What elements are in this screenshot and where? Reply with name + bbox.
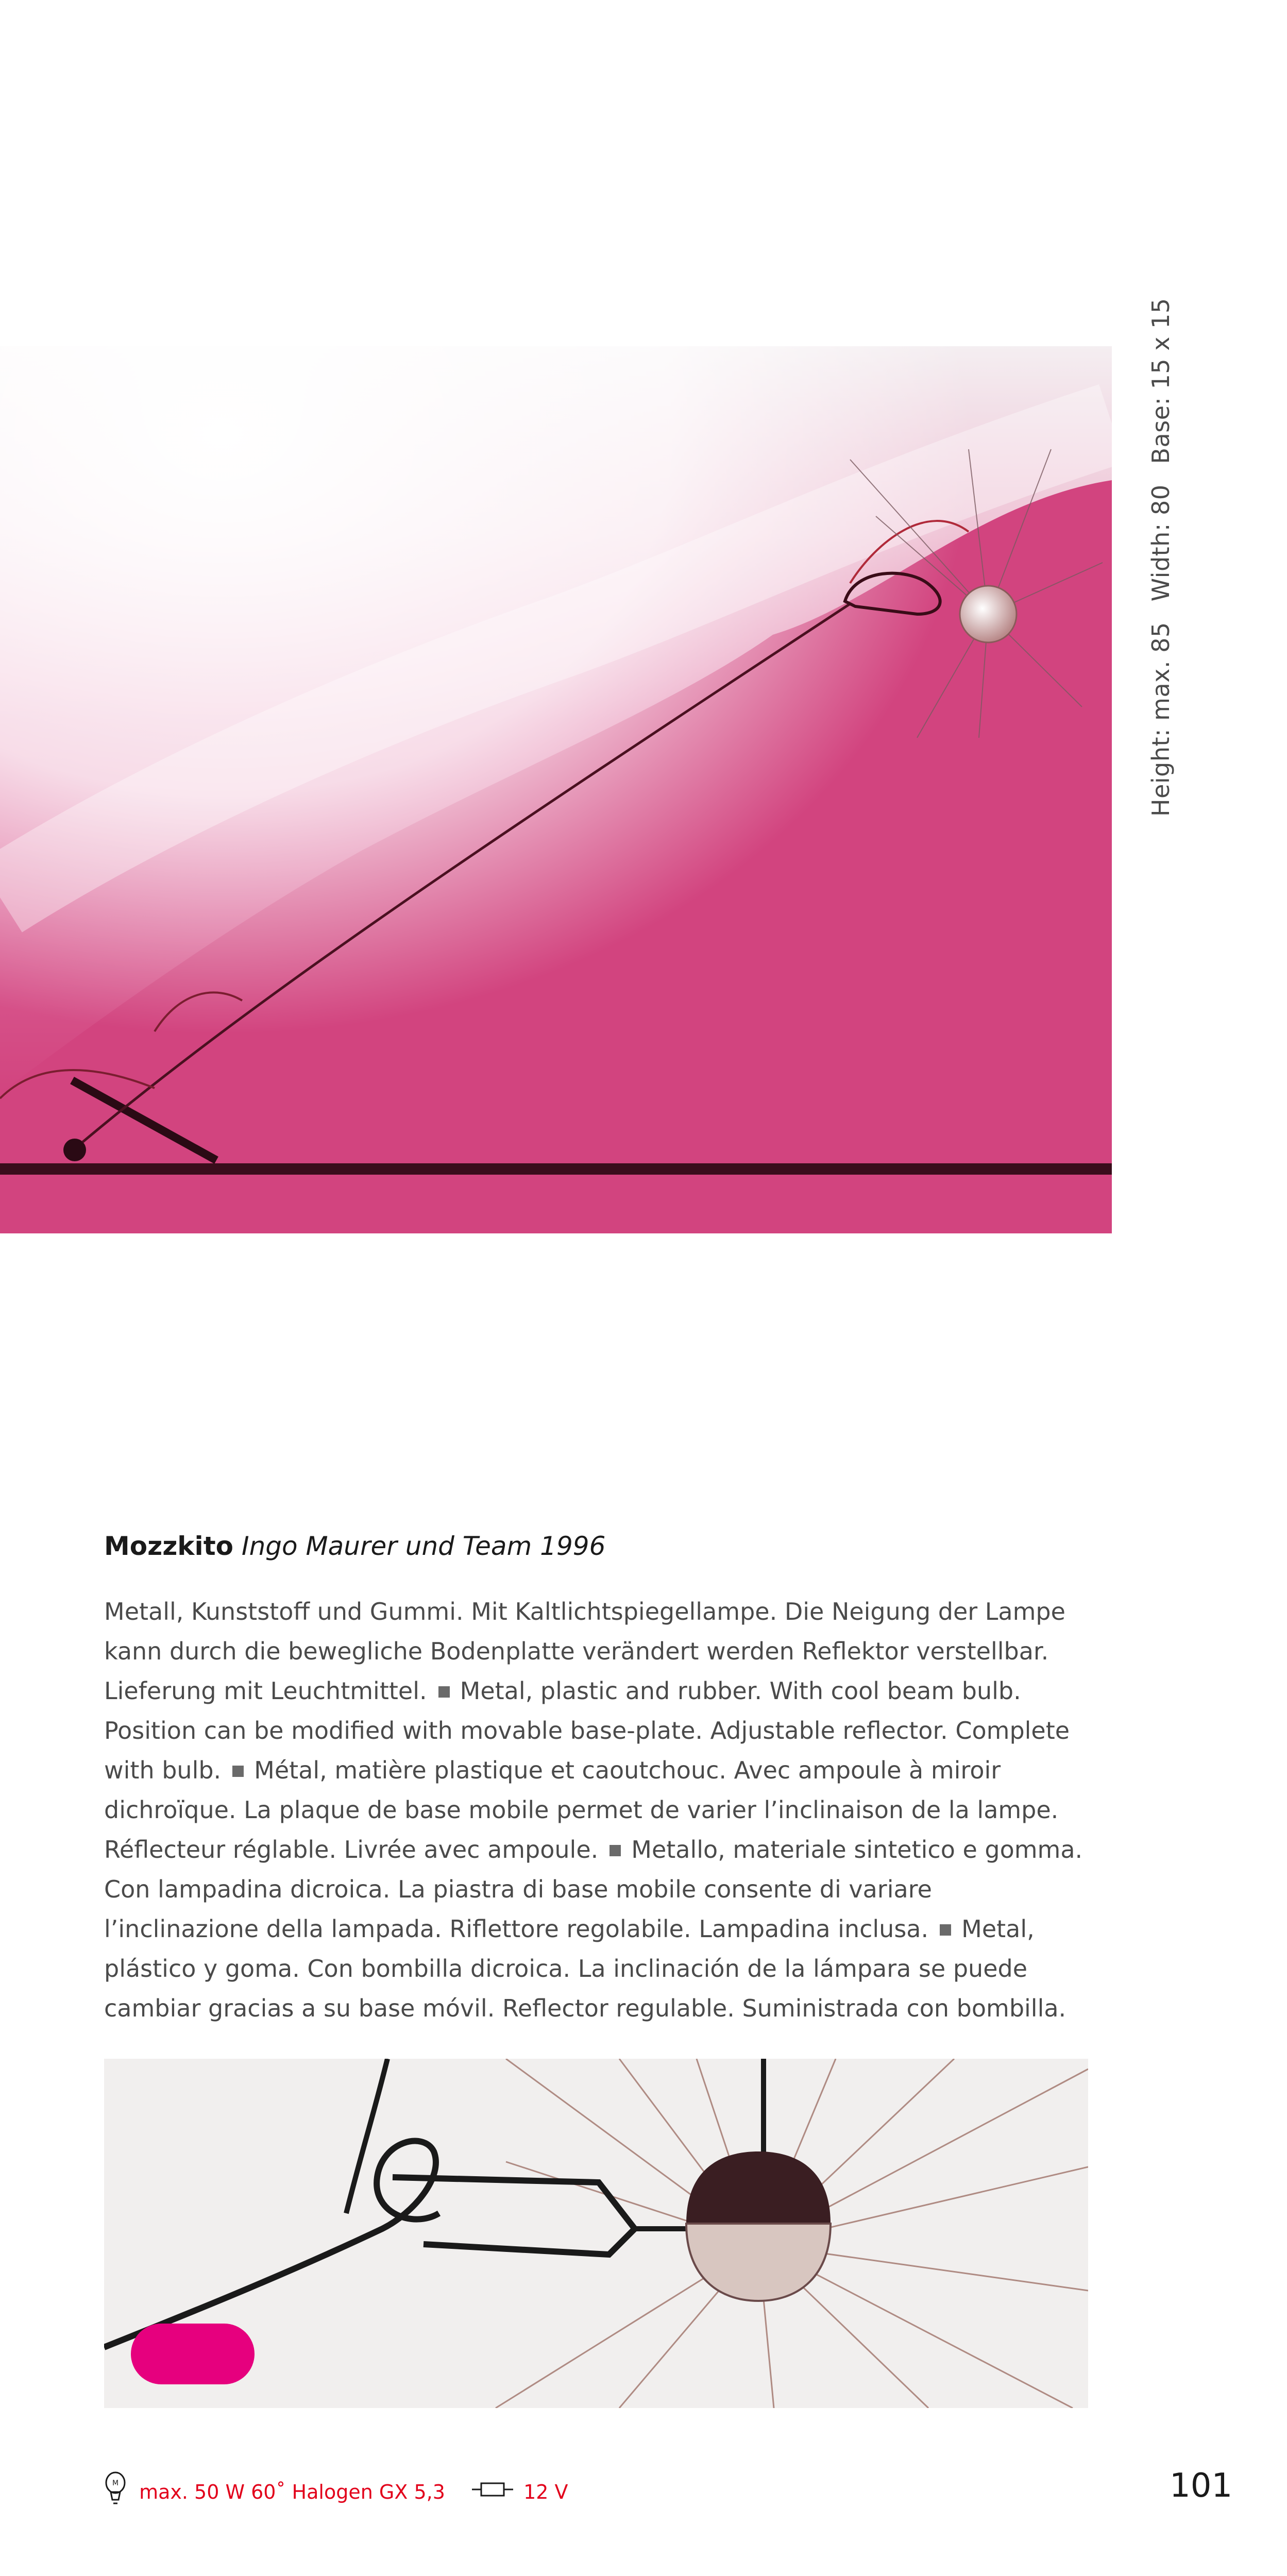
product-name: Mozzkito bbox=[104, 1531, 233, 1561]
hero-photo bbox=[0, 346, 1112, 1233]
language-separator-icon bbox=[609, 1845, 621, 1856]
voltage-spec: 12 V bbox=[523, 2480, 568, 2503]
description-it: Metallo, materiale sintetico e gomma. Con lampadina dicroica. La piastra di base mobile consente di variare l’inclinazione della lampada. Riflettore regolabile. Lampadina inclusa. bbox=[104, 1836, 1083, 1943]
width-dimension: Width: 80 bbox=[1147, 484, 1175, 602]
description-de: Metall, Kunststoff und Gummi. Mit Kaltlichtspiegellampe. Die Neigung der Lampe kann durch die bewegliche Bodenplatte verändert werden Reflektor verstellbar. Lieferung mit Leuchtmittel. bbox=[104, 1598, 1065, 1705]
dimensions-label bbox=[1147, 277, 1175, 817]
svg-text:M: M bbox=[112, 2479, 119, 2487]
product-credit: Ingo Maurer und Team 1996 bbox=[241, 1531, 606, 1561]
height-dimension: Height: max. 85 bbox=[1147, 622, 1175, 817]
product-description bbox=[104, 1592, 1093, 2028]
transformer-icon bbox=[472, 2479, 513, 2504]
description-fr: Métal, matière plastique et caoutchouc. Avec ampoule à miroir dichroïque. La plaque de base mobile permet de varier l’inclinaison de la lampe. Réflecteur réglable. Livrée avec ampoule. bbox=[104, 1756, 1059, 1863]
language-separator-icon bbox=[232, 1766, 244, 1777]
bulb-icon bbox=[104, 2471, 127, 2512]
spec-footer bbox=[104, 2471, 568, 2513]
language-separator-icon bbox=[438, 1686, 450, 1698]
description-es: Metal, plástico y goma. Con bombilla dicroica. La inclinación de la lámpara se puede cambiar gracias a su base móvil. Reflector regulable. Suministrada con bombilla. bbox=[104, 1915, 1066, 2022]
description-en: Metal, plastic and rubber. With cool beam bulb. Position can be modified with movable base-plate. Adjustable reflector. Complete with bulb. bbox=[104, 1677, 1070, 1784]
page-number: 101 bbox=[1170, 2467, 1233, 2505]
product-title bbox=[104, 1531, 605, 1561]
detail-photo bbox=[104, 2059, 1088, 2408]
lamp-spec: max. 50 W 60˚ Halogen GX 5,3 bbox=[139, 2480, 445, 2503]
base-dimension: Base: 15 x 15 bbox=[1147, 298, 1175, 464]
magenta-tag bbox=[131, 2324, 255, 2384]
language-separator-icon bbox=[940, 1924, 951, 1936]
